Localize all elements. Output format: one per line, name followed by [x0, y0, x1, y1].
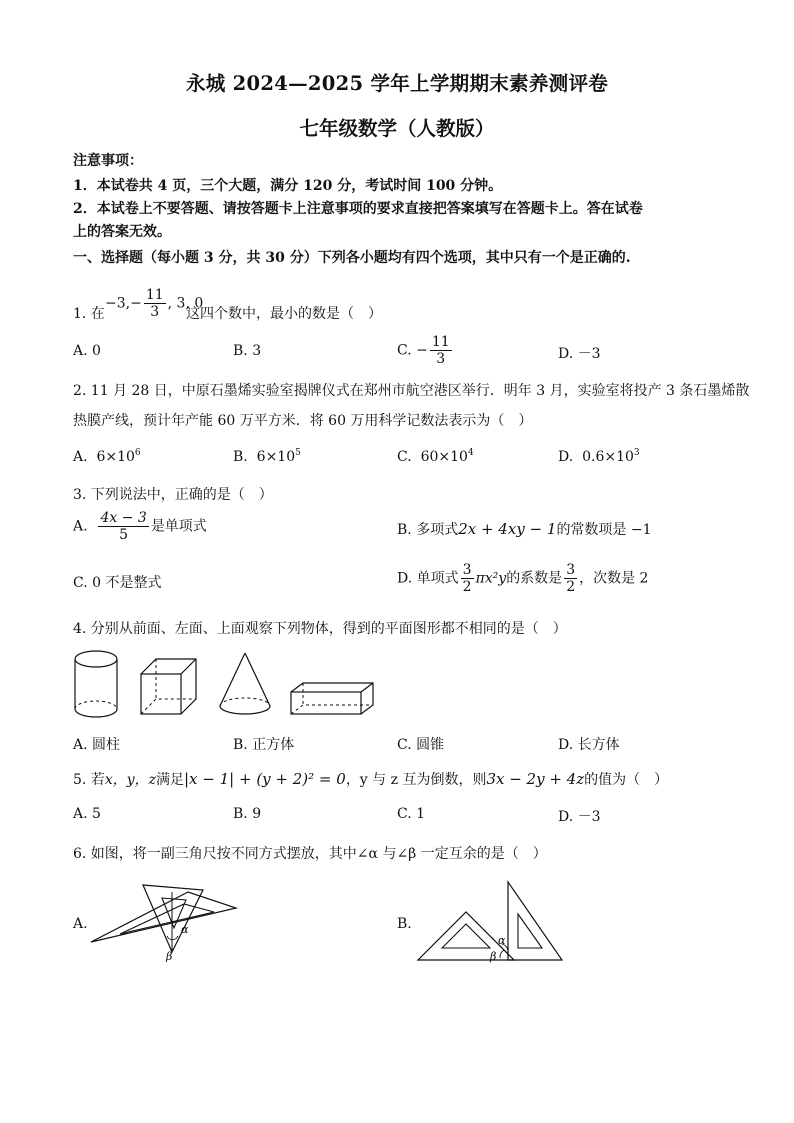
q5-option-b: B. 9 [233, 806, 262, 822]
q3-option-b [397, 519, 652, 539]
q2-a-base: 6×10 [96, 449, 135, 465]
q3-a-num: 4x − 3 [100, 510, 147, 526]
q1-fraction [144, 287, 166, 320]
q2-a-label: A. [73, 449, 88, 465]
q2-c-label: C. [397, 449, 412, 465]
q3-d-num: 3 [462, 562, 472, 578]
q3-d-text1: D. 单项式 [397, 570, 459, 587]
q6-figure-a [88, 880, 240, 962]
q6-option-b: B. [397, 916, 412, 932]
q5-expr: |x − 1| + (y + 2)² = 0 [184, 770, 346, 788]
q2-b-label: B. [233, 449, 248, 465]
q6-option-a: A. [73, 916, 88, 932]
q4-option-a: A. 圆柱 [73, 737, 121, 753]
q3-d-den: 2 [462, 579, 472, 595]
notes-item-1: 1．本试卷共 4 页，三个大题，满分 120 分，考试时间 100 分钟。 [73, 178, 503, 194]
q3-a-fraction [98, 510, 148, 543]
q1-prefix: 1. 在 [73, 306, 105, 322]
cone-figure [215, 650, 275, 720]
q3-d-den2: 2 [566, 579, 576, 595]
q3-option-c: C. 0 不是整式 [73, 575, 162, 591]
q3-d-text2: 的系数是 [506, 570, 563, 587]
q3-a-text: 是单项式 [150, 518, 207, 535]
q3-a-label: A. [73, 518, 88, 535]
q5-stem-a: 5. 若 [73, 772, 105, 788]
q4-option-d: D. 长方体 [558, 737, 620, 753]
q4-option-b: B. 正方体 [233, 737, 295, 753]
q1-c-fraction [430, 334, 452, 367]
q6-b-alpha: α [498, 934, 506, 947]
q5-stem-d: ，y 与 z 互为倒数，则 [345, 772, 487, 788]
q1-c-den: 3 [436, 351, 446, 367]
q1-option-c [397, 334, 454, 367]
q1-list-a: −3,− [105, 295, 142, 312]
q1-option-d: D. －3 [558, 346, 601, 362]
q6-a-beta: β [166, 950, 173, 962]
q1-c-num: 11 [431, 334, 450, 350]
q5-stem-e: 的值为（ ） [584, 772, 669, 788]
q6-stem: 6. 如图，将一副三角尺按不同方式摆放，其中∠α 与∠β 一定互余的是（ ） [73, 846, 547, 862]
notes-item-2-line1: 2．本试卷上不要答题、请按答题卡上注意事项的要求直接把答案填写在答题卡上。答在试卷 [73, 201, 643, 217]
q3-d-expr: πx²y [475, 570, 507, 587]
q2-d-label: D. [558, 449, 574, 465]
q3-b-text1: B. 多项式 [397, 522, 459, 538]
cylinder-figure [70, 648, 124, 720]
q2-d-base: 0.6×10 [582, 449, 634, 465]
q5-option-d: D. －3 [558, 809, 601, 825]
q1-c-pre: C. − [397, 342, 428, 359]
q2-option-b [233, 448, 301, 465]
q1-list-b: , 3, 0 [167, 295, 204, 312]
q3-option-d [397, 562, 648, 595]
q1-frac-num: 11 [145, 287, 164, 303]
q3-d-text3: ，次数是 2 [579, 570, 649, 587]
q2-b-base: 6×10 [256, 449, 296, 465]
q3-option-a [73, 510, 207, 543]
q6-figure-b [414, 878, 566, 966]
q1-frac-den: 3 [150, 304, 160, 320]
q3-d-fraction2 [564, 562, 577, 595]
q2-line-2: 热膜产线，预计年产能 60 万平方米．将 60 万用科学记数法表示为（ ） [73, 413, 533, 429]
q2-d-exp: 3 [633, 448, 640, 458]
cuboid-figure [288, 680, 376, 718]
q1-suffix: 这四个数中，最小的数是（ ） [186, 306, 382, 322]
q2-b-exp: 5 [295, 448, 301, 458]
cube-figure [138, 656, 200, 718]
q5-stem [73, 769, 668, 789]
exam-title: 永城 2024—2025 学年上学期期末素养测评卷 [185, 72, 609, 95]
notes-item-2-line2: 上的答案无效。 [73, 224, 171, 240]
q5-stem-b: x，y，z [104, 772, 156, 788]
q2-c-base: 60×10 [420, 449, 468, 465]
q6-a-alpha: α [181, 923, 189, 936]
q6-b-beta: β [490, 950, 497, 963]
q2-option-d [558, 448, 640, 465]
q5-option-c: C. 1 [397, 806, 426, 822]
q4-option-c: C. 圆锥 [397, 737, 445, 753]
q5-expr2: 3x − 2y + 4z [486, 770, 585, 788]
q2-option-a [73, 448, 141, 465]
q5-option-a: A. 5 [73, 806, 101, 822]
q4-stem: 4. 分别从前面、左面、上面观察下列物体，得到的平面图形都不相同的是（ ） [73, 621, 567, 637]
q2-c-exp: 4 [467, 448, 474, 458]
q1-option-b: B. 3 [233, 343, 262, 359]
section-1-heading: 一、选择题（每小题 3 分，共 30 分）下列各小题均有四个选项，其中只有一个是正确的. [73, 250, 631, 266]
q1-option-a: A. 0 [73, 343, 101, 359]
exam-subtitle: 七年级数学（人教版） [299, 117, 495, 140]
q3-stem: 3. 下列说法中，正确的是（ ） [73, 487, 273, 503]
q5-stem-c: 满足 [156, 772, 184, 788]
q3-b-text2: 的常数项是 −1 [556, 522, 652, 538]
q3-d-fraction [461, 562, 474, 595]
q2-a-exp: 6 [134, 448, 141, 458]
q3-d-num2: 3 [566, 562, 576, 578]
q3-a-den: 5 [119, 527, 129, 543]
q3-b-expr: 2x + 4xy − 1 [458, 520, 557, 538]
notes-heading: 注意事项： [73, 153, 143, 169]
q2-option-c [397, 448, 474, 465]
q2-line-1: 2. 11 月 28 日，中原石墨烯实验室揭牌仪式在郑州市航空港区举行．明年 3 月，实验室将投产 3 条石墨烯散 [73, 383, 750, 399]
